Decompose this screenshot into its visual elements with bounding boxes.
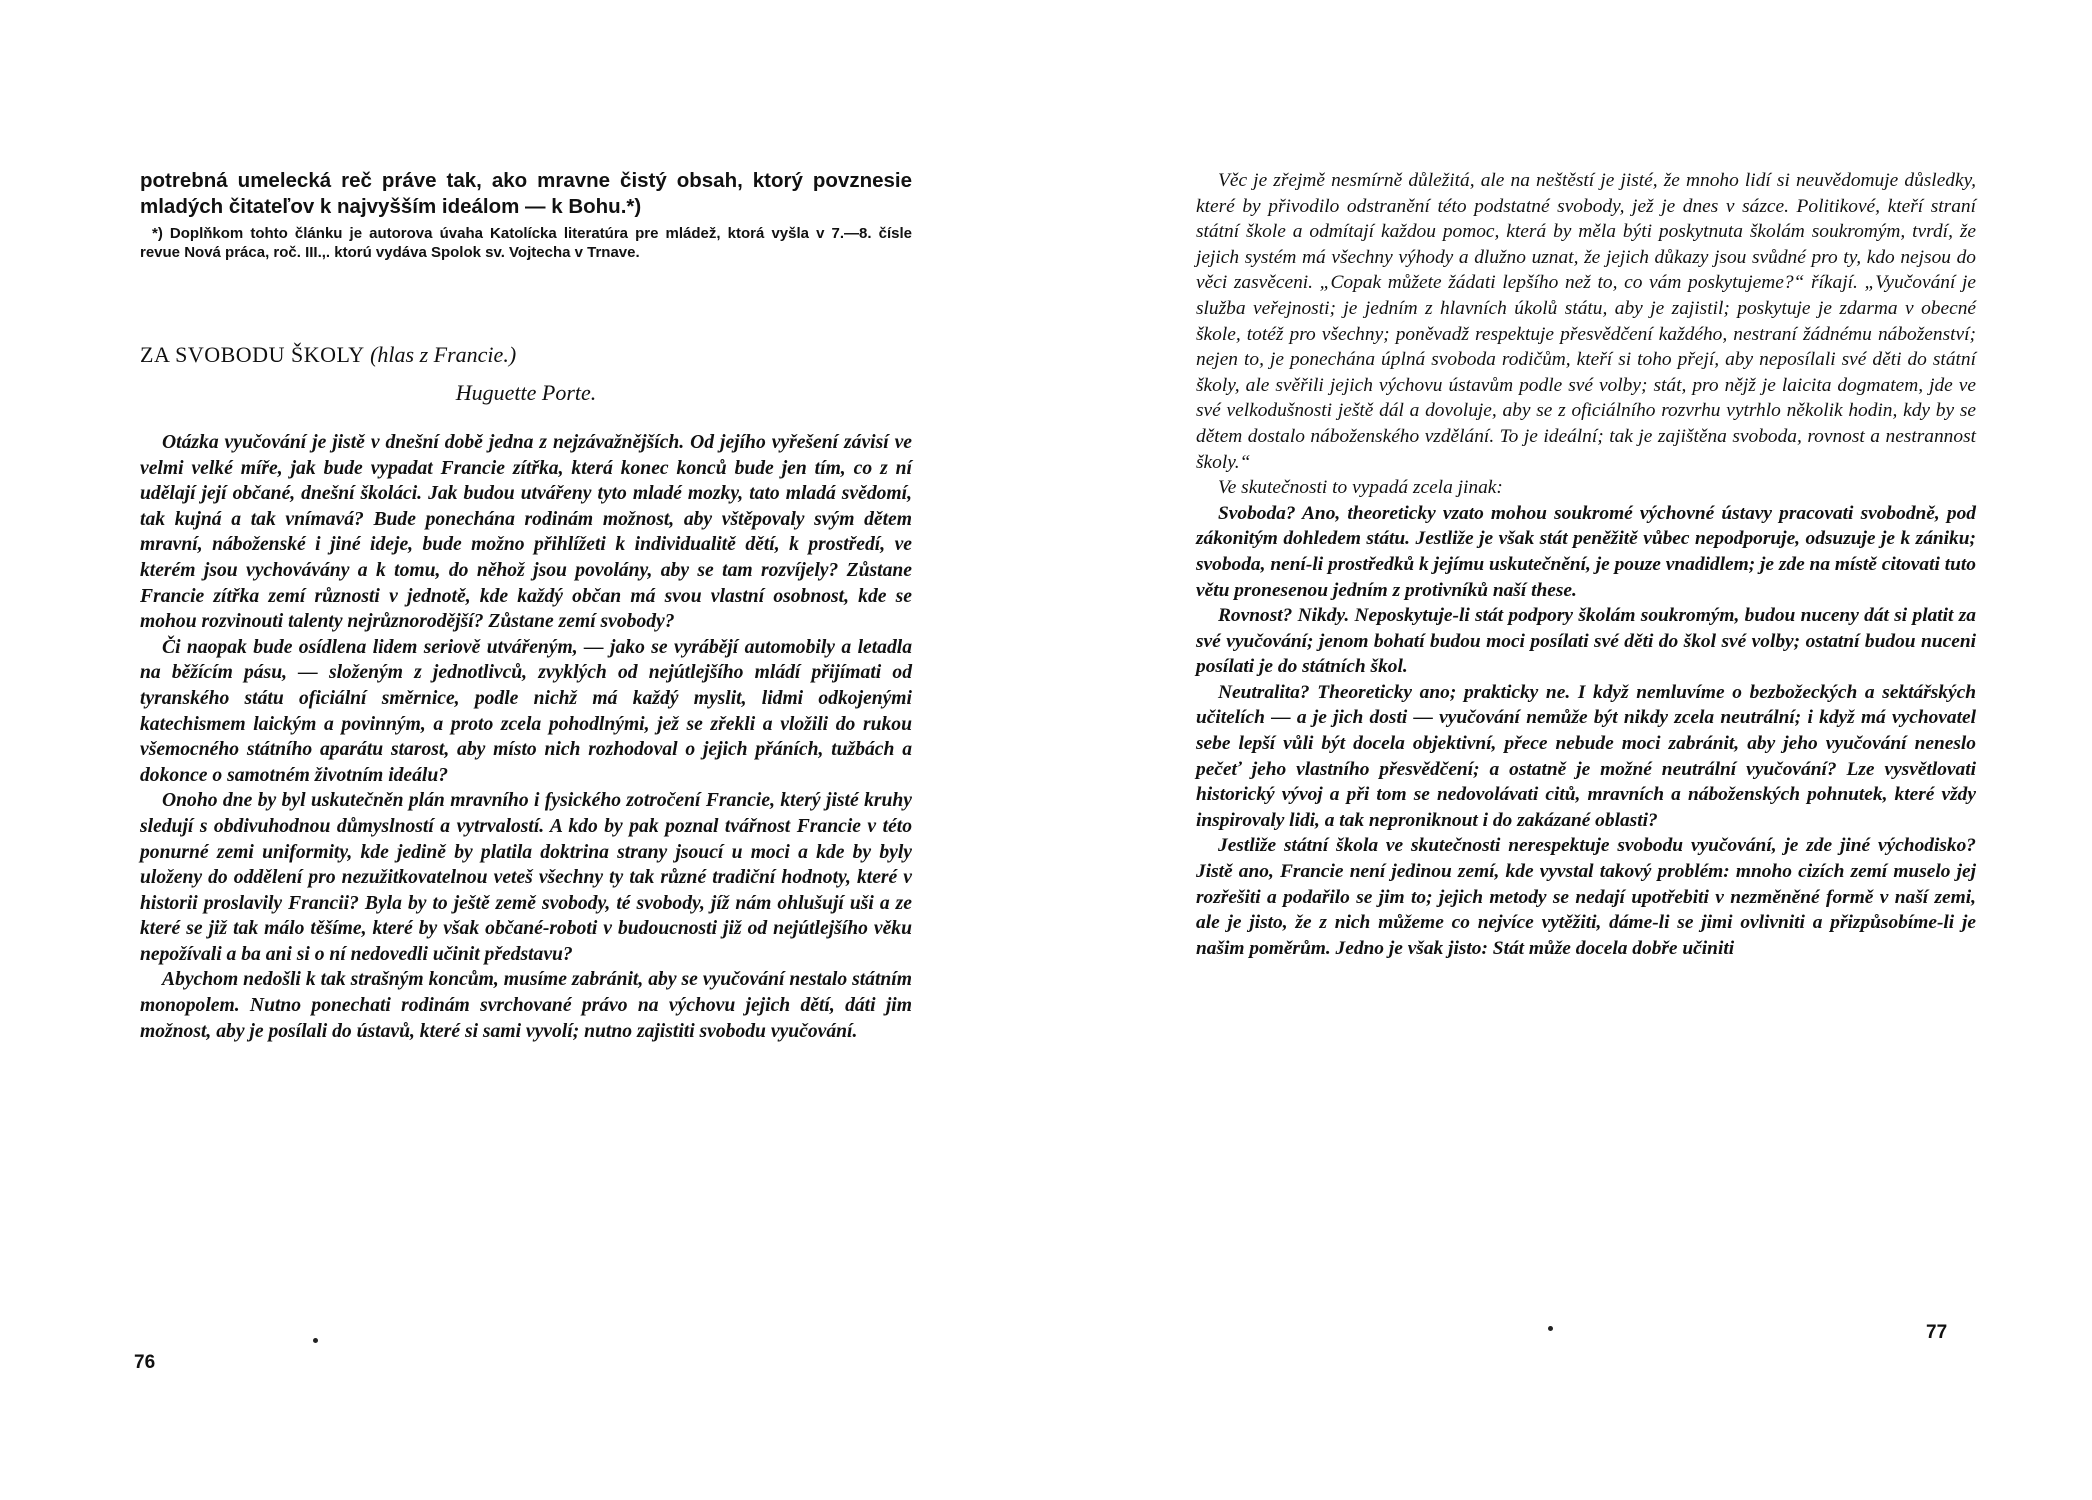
body-paragraph: Svoboda? Ano, theoreticky vzato mohou soukromé výchovné ústavy pracovati svobodně, pod zákonitým dohledem státu. Jestliže je však stát peněžitě vůbec nepodporuje, odsuzuje je k zániku; svoboda, není-li prostředků k jejímu uskutečnění, je pouze vnadidlem; je zde na místě citovati tuto větu pronesenou jedním z protivníků naší these.: [1196, 502, 1976, 601]
print-speck: [313, 1338, 318, 1343]
right-text-column: [1196, 168, 1976, 961]
body-paragraph: Abychom nedošli k tak strašným koncům, musíme zabránit, aby se vyučování nestalo státním monopolem. Nutno ponechati rodinám svrchované právo na výchovu jejich dětí, dáti jim možnost, aby je posílali do ústavů, které si sami vyvolí; nutno zajistiti svobodu vyučování.: [140, 969, 912, 1042]
left-text-column: [140, 168, 912, 1044]
body-paragraph: Či naopak bude osídlena lidem seriově utvářeným, — jako se vyrábějí automobily a letadla na běžícím pásu, — složeným z jednotlivců, zvyklých od nejútlejšího mládí přijímati od tyranského státu oficiální směrnice, podle nichž má každý myslit, lidmi odkojenými katechismem laickým a povinným, a proto zcela pohodlnými, jež se zřekli a vložili do rukou všemocného státního aparátu starost, aby místo nich rozhodoval o jejich přáních, tužbách a dokonce o samotném životním ideálu?: [140, 636, 912, 786]
body-paragraph: Jestliže státní škola ve skutečnosti nerespektuje svobodu vyučování, je zde jiné východisko? Jistě ano, Francie není jedinou zemí, kde vyvstal takový problém: mnoho cizích zemí muselo jej rozřešiti a podařilo se jim to; jejich metody se nedají upotřebiti v nezměněné formě v naší zemi, ale je jisto, že z nich můžeme co nejvíce vytěžiti, dáme-li se jimi ovlivniti a přizpůsobíme-li je našim poměrům. Jedno je však jisto: Stát může docela dobře učiniti: [1196, 835, 1976, 959]
article-subtitle: (hlas z Francie.): [370, 342, 517, 367]
body-paragraph: Onoho dne by byl uskutečněn plán mravního i fysického zotročení Francie, který jisté kruhy sledují s obdivuhodnou důmyslností a vytrvalostí. A kdo by pak poznal tvářnost Francie v této ponurné zemi uniformity, kde jedině by platila doktrina strany jsoucí u moci a kde by byly uloženy do oddělení pro nezužitkovatelnou veteš všechny ty tak různé tradiční hodnoty, které v historii proslavily Francii? Byla by to ještě země svobody, té svobody, jíž nám ohlušují uši a ze které se již tak málo těšíme, které by však občané-roboti v budoucnosti již od nejútlejšího věku nepožívali a ba ani si o ní nedovedli učinit představu?: [140, 790, 912, 965]
page-number-right: 77: [1926, 1322, 1948, 1343]
article-author: Huguette Porte.: [455, 380, 597, 405]
article-title: ZA SVOBODU ŠKOLY: [140, 342, 365, 367]
article-heading: [140, 340, 912, 370]
body-paragraph: Rovnost? Nikdy. Neposkytuje-li stát podpory školám soukromým, budou nuceny dát si platit za své vyučování; jenom bohatí budou moci posílati své děti do škol své volby; ostatní budou nuceni posílati je do státních škol.: [1196, 605, 1976, 678]
right-page: [1046, 0, 2092, 1500]
body-paragraph: Ve skutečnosti to vypadá zcela jinak:: [1218, 477, 1503, 499]
print-speck: [1548, 1326, 1553, 1331]
footnote: *) Doplňkom tohto článku je autorova úvaha Katolícka literatúra pre mládež, ktorá vyšla v 7.—8. čísle revue Nová práca, roč. III.,. ktorú vydáva Spolok sv. Vojtecha v Trnave.: [140, 225, 912, 261]
body-paragraph: Otázka vyučování je jistě v dnešní době jedna z nejzávažnějších. Od jejího vyřešení závisí ve velmi velké míře, jak bude vypadat Francie zítřka, která konec konců bude jen tím, co z ní udělají její občané, dnešní školáci. Jak budou utvářeny tyto mladé mozky, tato mladá svědomí, tak kujná a tak vnímavá? Bude ponechána rodinám možnost, aby vštěpovaly svým dětem mravní, náboženské i jiné ideje, bude možno přihlížeti k individualitě dětí, k prostředí, ve kterém jsou vychovávány a k tomu, do něhož jsou povolány, aby se tam rozvíjely? Zůstane Francie zítřka zemí různosti v jednotě, kde každý občan má svou vlastní osobnost, kde se mohou rozvinouti talenty nejrůznorodější? Zůstane zemí svobody?: [140, 432, 912, 633]
body-paragraph: Věc je zřejmě nesmírně důležitá, ale na neštěstí je jisté, že mnoho lidí si neuvědomuje důsledky, které by přivodilo odstranění této podstatné svobody, jež je dnes v sázce. Politikové, kteří straní státní škole a odmítají každou pomoc, která by měla býti poskytnuta školám soukromým, tvrdí, že jejich systém má všechny výhody a dlužno uznat, že jejich důkazy jsou svůdné pro ty, kdo nejsou do věci zasvěceni. „Copak můžete žádati lepšího než to, co vám poskytujeme?“ říkají. „Vyučování je služba veřejnosti; je jedním z hlavních úkolů státu, aby je zajistil; poskytuje je zdarma v obecné škole, totéž pro všechny; poněvadž respektuje přesvědčení každého, nestraní žádnému náboženství; nejen to, je ponechána úplná svoboda rodičům, kteří si toho přejí, aby neposílali své děti do státní školy, ale svěřili jejich výchovu ústavům podle své volby; stát, pro nějž je laicita dogmatem, jde ve své velkodušnosti ještě dál a dovoluje, aby se z oficiálního rozvrhu vytrhlo několik hodin, kdy by se dětem dostalo náboženského vzdělání. To je ideální; tak je zajištěna svoboda, rovnost a nestrannost školy.“: [1196, 170, 1976, 473]
page-number-left: 76: [134, 1352, 156, 1373]
body-paragraph: Neutralita? Theoreticky ano; prakticky ne. I když nemluvíme o bezbožeckých a sektářských učitelích — a je jich dosti — vyučování nemůže být nikdy zcela neutrální; i když má vychovatel sebe lepší vůli být docela objektivní, přece nebude moci zabránit, aby jeho vyučování neneslo pečeť jeho vlastního přesvědčení; a ostatně je možné neutrální vyučování? Lze vysvětlovati historický vývoj a při tom se nedovolávati citů, mravních a náboženských pohnutek, které vždy inspirovaly lidi, a tak neproniknout i do zakázané oblasti?: [1196, 681, 1976, 831]
intro-paragraph: potrebná umelecká reč práve tak, ako mravne čistý obsah, ktorý povznesie mladých čitateľov k najvyšším ideálom — k Bohu.*): [140, 169, 912, 218]
